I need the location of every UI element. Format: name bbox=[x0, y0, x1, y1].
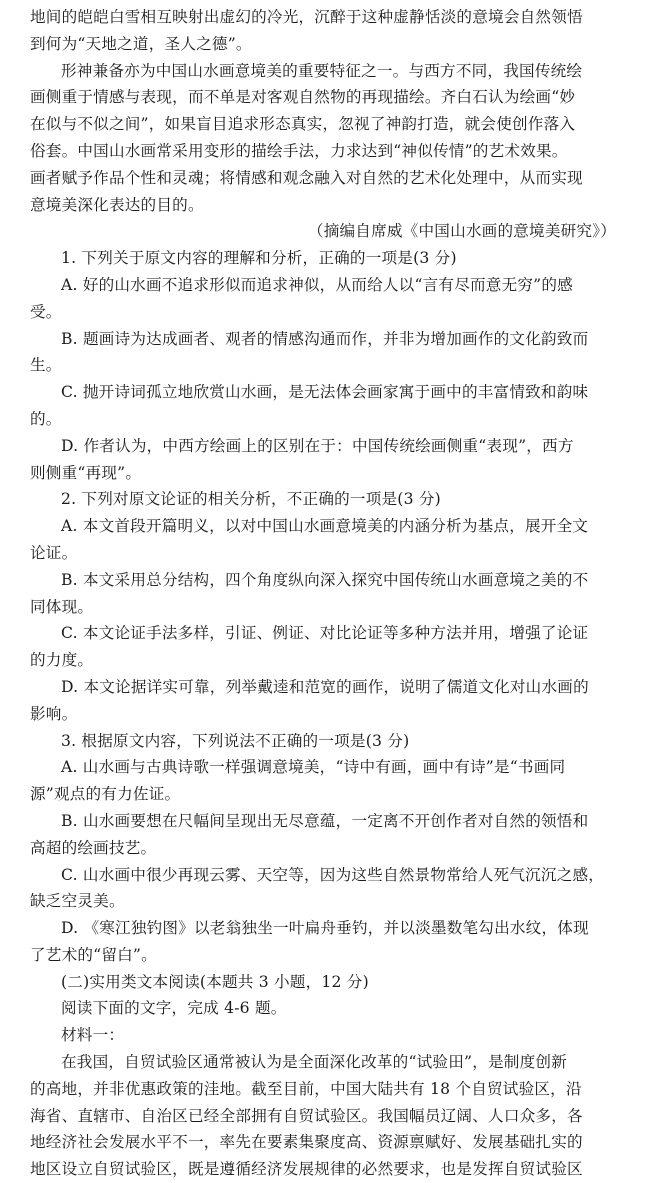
text-line: 地间的皑皑白雪相互映射出虚幻的冷光，沉醉于这种虚静恬淡的意境会自然领悟 bbox=[30, 8, 583, 26]
paragraph-q bbox=[30, 728, 622, 755]
text-line: 高超的绘画技艺。 bbox=[30, 838, 157, 857]
text-line: B. 山水画要想在尺幅间呈现出无尽意蕴，一定离不开创作者对自然的领悟和 bbox=[61, 811, 589, 830]
text-line: 形神兼备亦为中国山水画意境美的重要特征之一。与西方不同，我国传统绘 bbox=[61, 61, 583, 80]
text-line: A. 山水画与古典诗歌一样强调意境美，“诗中有画，画中有诗”是“书画同 bbox=[61, 758, 566, 777]
paragraph-q bbox=[30, 486, 622, 513]
paragraph-opt bbox=[30, 513, 622, 567]
paragraph-opt bbox=[30, 379, 622, 433]
paragraph-opt bbox=[30, 674, 622, 728]
text-line: 1. 下列关于原文内容的理解和分析，正确的一项是(3 分) bbox=[61, 249, 457, 268]
text-line: B. 本文采用总分结构，四个角度纵向深入探究中国传统山水画意境之美的不 bbox=[61, 570, 589, 589]
text-line: D. 本文论据详实可靠，列举戴逵和范宽的画作，说明了儒道文化对山水画的 bbox=[61, 677, 589, 696]
text-line: 地经济社会发展水平不一，率先在要素集聚度高、资源禀赋好、发展基础扎实的 bbox=[30, 1133, 583, 1152]
text-line: （摘编自席威《中国山水画的意境美研究》） bbox=[307, 222, 616, 241]
text-line: 影响。 bbox=[30, 704, 78, 723]
text-line: 俗套。中国山水画常采用变形的描绘手法，力求达到“神似传情”的艺术效果。 bbox=[30, 141, 568, 160]
text-line: A. 本文首段开篇明义，以对中国山水画意境美的内涵分析为基点，展开全文 bbox=[61, 517, 589, 536]
paragraph-opt bbox=[30, 808, 622, 862]
text-line: 了艺术的“留白”。 bbox=[30, 945, 157, 964]
paragraph-p bbox=[30, 4, 622, 58]
text-line: 到何为“天地之道，圣人之德”。 bbox=[30, 34, 252, 53]
text-line: C. 本文论证手法多样，引证、例证、对比论证等多种方法并用，增强了论证 bbox=[61, 624, 589, 643]
text-line: 3. 根据原文内容，下列说法不正确的一项是(3 分) bbox=[61, 731, 410, 750]
text-line: 源”观点的有力佐证。 bbox=[30, 785, 181, 804]
text-line: 的力度。 bbox=[30, 651, 94, 670]
paragraph-p bbox=[30, 1049, 622, 1183]
text-line: 在我国，自贸试验区通常被认为是全面深化改革的“试验田”，是制度创新 bbox=[61, 1053, 567, 1072]
text-line: 画侧重于情感与表现，而不单是对客观自然物的再现描绘。齐白石认为绘画“妙 bbox=[30, 88, 576, 107]
text-line: 在似与不似之间”，如果盲目追求形态真实，忽视了神韵打造，就会使创作落入 bbox=[30, 115, 576, 134]
text-line: 材料一： bbox=[61, 1026, 125, 1045]
paragraph-opt bbox=[30, 754, 622, 808]
text-line: 的。 bbox=[30, 409, 62, 428]
text-line: 则侧重“再现”。 bbox=[30, 463, 142, 482]
text-line: 海省、直辖市、自治区已经全部拥有自贸试验区。我国幅员辽阔、人口众多，各 bbox=[30, 1106, 583, 1125]
text-line: C. 山水画中很少再现云雾、天空等，因为这些自然景物常给人死气沉沉之感， bbox=[61, 865, 605, 884]
paragraph-opt bbox=[30, 433, 622, 487]
text-line: D. 作者认为，中西方绘画上的区别在于：中国传统绘画侧重“表现”，西方 bbox=[61, 436, 574, 455]
text-line: A. 好的山水画不追求形似而追求神似，从而给人以“言有尽而意无穷”的感 bbox=[61, 275, 573, 294]
text-line: 同体现。 bbox=[30, 597, 94, 616]
text-line: D. 《寒江独钓图》以老翁独坐一叶扁舟垂钓，并以淡墨数笔勾出水纹，体现 bbox=[61, 919, 589, 938]
text-line: C. 抛开诗词孤立地欣赏山水画，是无法体会画家寓于画中的丰富情致和韵味 bbox=[61, 383, 589, 402]
paragraph-section bbox=[30, 969, 622, 996]
paragraph-opt bbox=[30, 620, 622, 674]
paragraph-source bbox=[30, 218, 622, 245]
paragraph-p bbox=[30, 995, 622, 1022]
text-line: 的高地，并非优惠政策的洼地。截至目前，中国大陆共有 18 个自贸试验区，沿 bbox=[30, 1079, 582, 1098]
text-line: 意境美深化表达的目的。 bbox=[30, 195, 204, 214]
text-line: 阅读下面的文字，完成 4-6 题。 bbox=[61, 999, 287, 1018]
text-line: (二)实用类文本阅读(本题共 3 小题，12 分) bbox=[61, 972, 369, 991]
paragraph-opt bbox=[30, 862, 622, 916]
paragraph-q bbox=[30, 245, 622, 272]
text-line: 缺乏空灵美。 bbox=[30, 892, 125, 911]
text-line: 生。 bbox=[30, 356, 62, 375]
paragraph-p bbox=[30, 58, 622, 219]
paragraph-opt bbox=[30, 915, 622, 969]
text-line: 2. 下列对原文论证的相关分析，不正确的一项是(3 分) bbox=[61, 490, 441, 509]
text-line: 地区设立自贸试验区，既是遵循经济发展规律的必然要求，也是发挥自贸试验区 bbox=[30, 1160, 583, 1179]
paragraph-opt bbox=[30, 567, 622, 621]
text-line: B. 题画诗为达成画者、观者的情感沟通而作，并非为增加画作的文化韵致而 bbox=[61, 329, 589, 348]
text-line: 受。 bbox=[30, 302, 62, 321]
paragraph-opt bbox=[30, 326, 622, 380]
paragraph-opt bbox=[30, 272, 622, 326]
paragraph-p bbox=[30, 1022, 622, 1049]
text-line: 画者赋予作品个性和灵魂；将情感和观念融入对自然的艺术化处理中，从而实现 bbox=[30, 168, 583, 187]
text-line: 论证。 bbox=[30, 543, 78, 562]
